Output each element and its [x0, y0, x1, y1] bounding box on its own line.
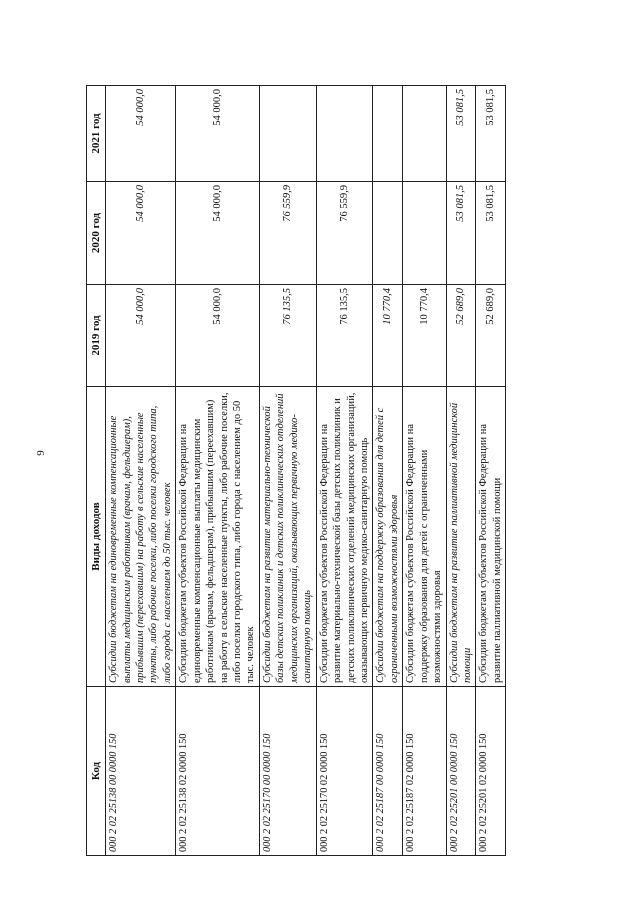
value-2021-cell — [259, 86, 316, 182]
value-2019-cell: 54 000,0 — [106, 285, 176, 387]
code-cell: 000 2 02 25187 02 0000 150 — [403, 687, 446, 856]
code-cell: 000 2 02 25138 00 0000 150 — [106, 687, 176, 856]
value-2020-cell — [403, 182, 446, 285]
table-row — [176, 86, 260, 856]
description-cell: Субсидии бюджетам на развитие материально-технической базы детских поликлиник и детских поликлинических отделений медицинских организаций, оказывающих первичную медико-санитарную помощь — [259, 387, 316, 687]
value-2021-cell: 54 000,0 — [176, 86, 260, 182]
header-year-2019: 2019 год — [87, 285, 106, 387]
description-cell: Субсидии бюджетам субъектов Российской Федерации на поддержку образования для детей с ограниченными возможностями здоровья — [403, 387, 446, 687]
value-2019-cell: 52 689,0 — [476, 285, 506, 387]
header-code: Код — [87, 687, 106, 856]
value-2020-cell — [373, 182, 403, 285]
revenue-table — [86, 85, 506, 856]
value-2020-cell: 54 000,0 — [106, 182, 176, 285]
header-year-2020: 2020 год — [87, 182, 106, 285]
table-body — [106, 86, 506, 856]
code-cell: 000 2 02 25170 02 0000 150 — [316, 687, 373, 856]
header-revenue-type: Виды доходов — [87, 387, 106, 687]
code-cell: 000 2 02 25187 00 0000 150 — [373, 687, 403, 856]
table-row — [403, 86, 446, 856]
value-2020-cell: 76 559,9 — [259, 182, 316, 285]
table-row — [106, 86, 176, 856]
description-cell: Субсидии бюджетам на развитие паллиативной медицинской помощи — [446, 387, 476, 687]
page-number: 9 — [34, 450, 47, 456]
code-cell: 000 2 02 25170 00 0000 150 — [259, 687, 316, 856]
value-2021-cell — [373, 86, 403, 182]
value-2019-cell: 52 689,0 — [446, 285, 476, 387]
value-2019-cell: 10 770,4 — [373, 285, 403, 387]
description-cell: Субсидии бюджетам на единовременные компенсационные выплаты медицинским работникам (врачам, фельдшерам), прибывшим (переехавшим) на работу в сельские населенные пункты, либо рабочие поселки, либо поселки городского типа, либо города с населением до 50 тыс. человек — [106, 387, 176, 687]
value-2021-cell: 53 081,5 — [476, 86, 506, 182]
value-2019-cell: 76 135,5 — [259, 285, 316, 387]
table-row — [476, 86, 506, 856]
table-header-row — [87, 86, 106, 856]
header-year-2021: 2021 год — [87, 86, 106, 182]
description-cell: Субсидии бюджетам субъектов Российской Федерации на развитие материально-технической базы детских поликлиник и детских поликлинических отделений медицинских организаций, оказывающих первичную медико-санитарную помощь — [316, 387, 373, 687]
value-2020-cell: 54 000,0 — [176, 182, 260, 285]
table-row — [373, 86, 403, 856]
value-2021-cell — [316, 86, 373, 182]
code-cell: 000 2 02 25201 02 0000 150 — [476, 687, 506, 856]
value-2020-cell: 53 081,5 — [476, 182, 506, 285]
description-cell: Субсидии бюджетам субъектов Российской Федерации на единовременные компенсационные выплаты медицинским работникам (врачам, фельдшерам), прибывшим (переехавшим) на работу в сельские населенные пункты, либо рабочие поселки, либо поселки городского типа, либо города с населением до 50 тыс. человек — [176, 387, 260, 687]
value-2021-cell: 53 081,5 — [446, 86, 476, 182]
value-2021-cell — [403, 86, 446, 182]
code-cell: 000 2 02 25201 00 0000 150 — [446, 687, 476, 856]
code-cell: 000 2 02 25138 02 0000 150 — [176, 687, 260, 856]
table-row — [316, 86, 373, 856]
value-2020-cell: 53 081,5 — [446, 182, 476, 285]
value-2019-cell: 54 000,0 — [176, 285, 260, 387]
rotated-table-container — [86, 86, 536, 856]
table-row — [446, 86, 476, 856]
description-cell: Субсидии бюджетам субъектов Российской Федерации на развитие паллиативной медицинской помощи — [476, 387, 506, 687]
value-2019-cell: 76 135,5 — [316, 285, 373, 387]
value-2019-cell: 10 770,4 — [403, 285, 446, 387]
value-2020-cell: 76 559,9 — [316, 182, 373, 285]
description-cell: Субсидии бюджетам на поддержку образования для детей с ограниченными возможностями здоровья — [373, 387, 403, 687]
value-2021-cell: 54 000,0 — [106, 86, 176, 182]
table-row — [259, 86, 316, 856]
